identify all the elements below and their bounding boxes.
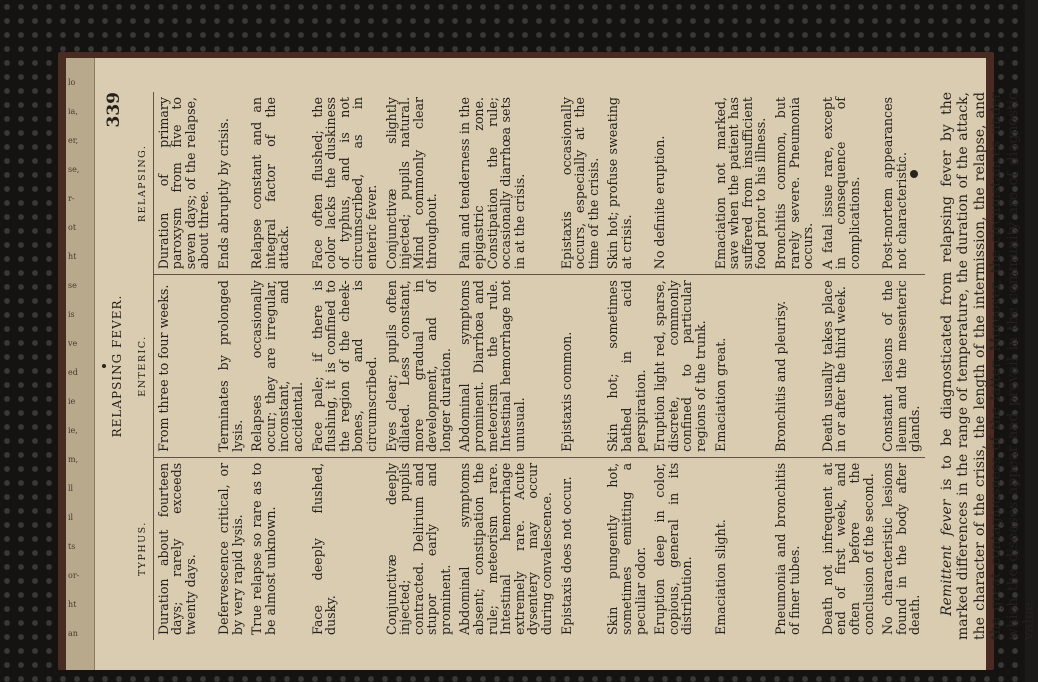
paragraph-lead: Remittent fever: [938, 499, 955, 616]
cell-typhus: True relapse so rare as to be almost unknown.: [249, 462, 278, 635]
cell-enteric: Death usually takes place in or after the third week.: [818, 275, 878, 458]
prev-page-fragment: an: [68, 629, 78, 638]
prev-page-fragment: ht: [68, 600, 77, 609]
table-row: [557, 92, 604, 640]
prev-page-fragment: ie,: [68, 426, 78, 435]
page-number: 339: [104, 92, 124, 128]
table-row: [650, 92, 710, 640]
cell-typhus: Conjunctivæ deeply injected; pupils contracted. Delirium and stupor early and prominent.: [383, 462, 453, 635]
remittent-fever-paragraph: [939, 92, 1038, 640]
cell-typhus: Epistaxis does not occur.: [558, 476, 574, 635]
cell-relapsing: Conjunctivæ slightly injected; pupils natural. Mind commonly clear throughout.: [382, 92, 456, 275]
prev-page-fragment: il: [68, 513, 74, 522]
table-row: [771, 92, 818, 640]
table-row: [711, 92, 771, 640]
comparison-table: [153, 92, 925, 640]
prev-page-fragment: ot: [68, 223, 77, 232]
cell-enteric: From three to four weeks.: [153, 275, 214, 458]
column-headings: [136, 92, 150, 640]
prev-page-fragment: r-: [68, 194, 75, 203]
cell-enteric: Relapses occasionally occur; they are irregular, inconstant, and accidental.: [247, 275, 307, 458]
cell-enteric: Abdominal symptoms prominent. Diarrhœa and meteorism the rule. Intestinal hemorrhage not unusual.: [455, 275, 556, 458]
prev-page-fragment: m,: [68, 455, 79, 464]
cell-enteric: Bronchitis and pleurisy.: [771, 275, 818, 458]
prev-page-fragment: er,: [68, 136, 79, 145]
paragraph-body: is to be diagnosticated from relapsing fever by the marked differences in the range of temperature, the duration of the attack, the character of the crisis, the length of the intermission, the relapse, and the great contagiousness of the latter. Moreover, the circumstances under which the diseases appear and prevail in the community are of diagnostic value.: [938, 92, 1038, 640]
table-row: [214, 92, 247, 640]
column-heading-typhus: TYPHUS.: [137, 521, 148, 577]
cell-relapsing: Ends abruptly by crisis.: [214, 92, 247, 275]
cell-typhus: No characteristic lesions found in the body after death.: [880, 462, 923, 635]
cell-typhus: Pneumonia and bronchitis of finer tubes.: [772, 462, 802, 635]
rotated-page-content: [102, 76, 1038, 654]
column-heading-enteric: ENTERIC.: [137, 335, 148, 397]
cell-typhus: Death not infrequent at end of first week, and often before the conclusion of the second.: [819, 462, 876, 635]
prev-page-fragment: or-: [68, 571, 80, 580]
cell-relapsing: Face often flushed; the color lacks the duskiness of typhus, and is not circumscribed, as in enteric fever.: [308, 92, 382, 275]
prev-page-fragment: ed: [68, 368, 78, 377]
page-header: [102, 92, 132, 640]
table-row: [153, 92, 214, 640]
cell-enteric: Eyes clear; pupils often dilated. Less constant, more gradual in development, and of longer duration.: [382, 275, 456, 458]
header-dot: [102, 364, 106, 368]
cell-relapsing: Relapse constant and an integral factor of the attack.: [247, 92, 307, 275]
previous-page-edge: [66, 58, 95, 670]
cell-relapsing: A fatal issue rare, except in consequence of complications.: [818, 92, 878, 275]
cell-relapsing: No definite eruption.: [650, 92, 710, 275]
prev-page-fragment: lo: [68, 78, 76, 87]
cell-relapsing: Post-mortem appearances not characteristic.: [878, 92, 925, 275]
cell-relapsing: Emaciation not marked, save when the patient has suffered from insufficient food prior to his illness.: [711, 92, 771, 275]
cell-enteric: Emaciation great.: [711, 275, 771, 458]
cell-enteric: Skin hot; sometimes bathed in acid perspiration.: [603, 275, 650, 458]
cell-relapsing: Skin hot; profuse sweating at crisis.: [603, 92, 650, 275]
cell-relapsing: Bronchitis common, but rarely severe. Pneumonia occurs.: [771, 92, 818, 275]
table-row: [603, 92, 650, 640]
cell-typhus: Face deeply flushed, dusky.: [309, 462, 339, 635]
table-row: [818, 92, 878, 640]
prev-page-fragment: ie: [68, 397, 76, 406]
prev-page-fragment: ll: [68, 484, 74, 493]
table-row: [382, 92, 456, 640]
cell-enteric: Constant lesions of the ileum and the mesenteric glands.: [878, 275, 925, 458]
table-row: [308, 92, 382, 640]
book-page: [66, 58, 1038, 670]
cell-typhus: Duration about fourteen days; rarely exceeds twenty days.: [153, 457, 214, 640]
prev-page-fragment: se,: [68, 165, 80, 174]
cell-typhus: Defervescence critical, or by very rapid lysis.: [215, 462, 245, 635]
cell-relapsing: Duration of primary paroxysm from five to seven days; of the relapse, about three.: [153, 92, 214, 275]
cell-enteric: Terminates by prolonged lysis.: [214, 275, 247, 458]
cell-typhus: Emaciation slight.: [712, 519, 728, 635]
cell-enteric: Face pale; if there is flushing, it is confined to the region of the cheek-bones, and is circumscribed.: [308, 275, 382, 458]
cell-enteric: Eruption light red, sparse, discrete, commonly confined to particular regions of the trunk.: [650, 275, 710, 458]
prev-page-fragment: ve: [68, 339, 78, 348]
running-head: RELAPSING FEVER.: [110, 294, 124, 438]
cell-typhus: Eruption deep in color, copious, general in its distribution.: [652, 462, 695, 635]
prev-page-fragment: se: [68, 281, 77, 290]
column-heading-relapsing: RELAPSING.: [137, 144, 148, 223]
cell-typhus: Abdominal symptoms absent; constipation the rule; meteorism rare. Intestinal hemorrhage extremely rare. Acute dysentery may occur during convalescence.: [457, 462, 555, 635]
cell-enteric: Epistaxis common.: [557, 275, 604, 458]
prev-page-fragment: ht: [68, 252, 77, 261]
prev-page-fragment: ts: [68, 542, 76, 551]
table-row: [878, 92, 925, 640]
cell-relapsing: Pain and tenderness in the epigastric zone. Constipation the rule; occasionally diarrhœa sets in at the crisis.: [455, 92, 556, 275]
cell-relapsing: Epistaxis occasionally occurs, especially at the time of the crisis.: [557, 92, 604, 275]
prev-page-fragment: ia,: [68, 107, 78, 116]
cell-typhus: Skin pungently hot, sometimes emitting a peculiar odor.: [605, 462, 648, 635]
prev-page-fragment: is: [68, 310, 75, 319]
table-row: [247, 92, 307, 640]
table-row: [455, 92, 556, 640]
